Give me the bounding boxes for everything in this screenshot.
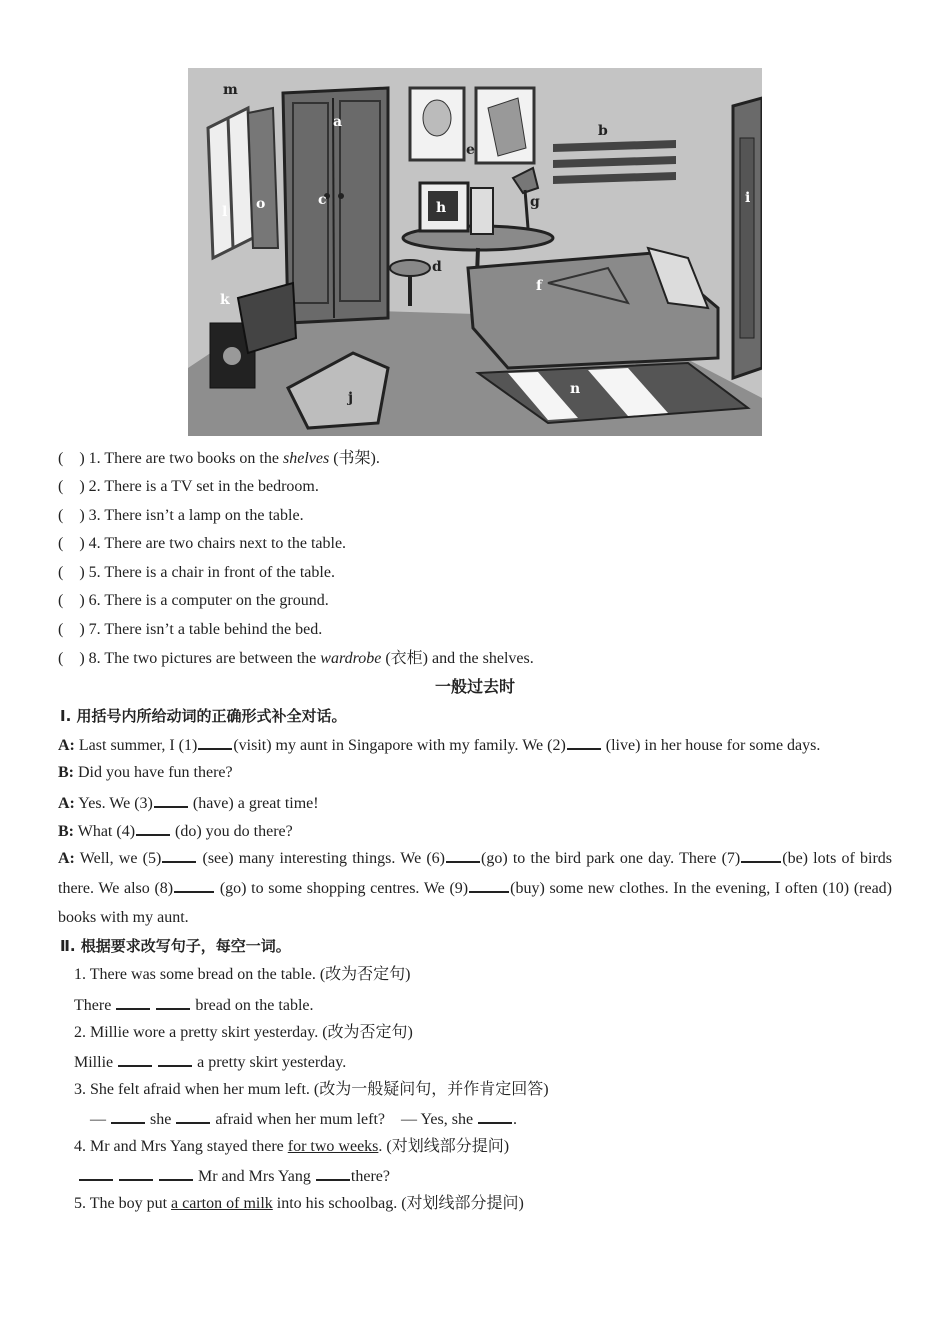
- tf-item: ( ) 1. There are two books on the shelves (书架).: [58, 450, 380, 467]
- answer-blank[interactable]: [478, 1108, 512, 1124]
- tf-item: ( ) 2. There is a TV set in the bedroom.: [58, 478, 319, 495]
- figure-label: b: [598, 123, 608, 139]
- dialogue-line: B: Did you have fun there?: [58, 764, 233, 781]
- tf-item: ( ) 8. The two pictures are between the wardrobe (衣柜) and the shelves.: [58, 650, 534, 667]
- rewrite-answer: Millie a pretty skirt yesterday.: [74, 1051, 346, 1073]
- answer-blank[interactable]: [79, 1165, 113, 1181]
- rewrite-answer: There bread on the table.: [74, 994, 313, 1016]
- answer-blank[interactable]: [154, 792, 188, 808]
- answer-blank[interactable]: [174, 877, 214, 893]
- section-title: 一般过去时: [434, 677, 515, 696]
- figure-label: i: [745, 190, 751, 206]
- figure-label: h: [436, 200, 447, 216]
- dialogue-line: B: What (4) (do) you do there?: [58, 820, 293, 842]
- figure-label: c: [318, 192, 327, 208]
- answer-blank[interactable]: [118, 1051, 152, 1067]
- answer-blank[interactable]: [176, 1108, 210, 1124]
- section-heading-2: Ⅱ. 根据要求改写句子，每空一词。: [60, 937, 291, 955]
- door: [733, 98, 762, 378]
- rewrite-question: 3. She felt afraid when her mum left. (改为一般疑问句，并作肯定回答): [74, 1081, 549, 1098]
- answer-blank[interactable]: [119, 1165, 153, 1181]
- answer-blank[interactable]: [136, 820, 170, 836]
- dialogue-paragraph: A: Well, we (5) (see) many interesting things. We (6) (go) to the bird park one day. There (7) (be) lots of birds there. We also (8) (go) to some shopping centres. We (9) (buy) some new clothes. In the evening, I often (10) (read) books with my aunt.: [58, 844, 892, 933]
- section-heading-1: Ⅰ. 用括号内所给动词的正确形式补全对话。: [60, 707, 347, 725]
- shelves: [553, 140, 676, 184]
- tf-item: ( ) 7. There isn’t a table behind the bed.: [58, 621, 323, 638]
- figure-label: l: [222, 204, 228, 220]
- answer-blank[interactable]: [567, 734, 601, 750]
- figure-label: o: [256, 196, 266, 212]
- rewrite-question: 2. Millie wore a pretty skirt yesterday. (改为否定句): [74, 1024, 413, 1041]
- rewrite-question: 1. There was some bread on the table. (改为否定句): [74, 966, 411, 983]
- answer-blank[interactable]: [316, 1165, 350, 1181]
- answer-blank[interactable]: [162, 847, 196, 863]
- rewrite-question: 5. The boy put a carton of milk into his schoolbag. (对划线部分提问): [74, 1195, 524, 1212]
- answer-blank[interactable]: [198, 734, 232, 750]
- tf-item: ( ) 6. There is a computer on the ground.: [58, 592, 329, 609]
- window: [208, 108, 278, 258]
- rewrite-answer: — she afraid when her mum left? — Yes, she .: [90, 1108, 517, 1130]
- bed: [468, 248, 718, 368]
- dialogue-line: A: Last summer, I (1) (visit) my aunt in Singapore with my family. We (2) (live) in her house for some days.: [58, 734, 820, 756]
- tf-item: ( ) 3. There isn’t a lamp on the table.: [58, 507, 304, 524]
- answer-blank[interactable]: [159, 1165, 193, 1181]
- bedroom-illustration: [188, 68, 762, 436]
- tf-item: ( ) 5. There is a chair in front of the table.: [58, 564, 335, 581]
- figure-label: a: [333, 114, 343, 130]
- rewrite-answer: Mr and Mrs Yang there?: [78, 1165, 390, 1187]
- tf-item: ( ) 4. There are two chairs next to the table.: [58, 535, 347, 552]
- figure-label: m: [223, 82, 238, 98]
- figure-label: d: [432, 259, 442, 275]
- figure-label: k: [220, 292, 230, 308]
- answer-blank[interactable]: [741, 847, 781, 863]
- figure-label: g: [530, 194, 540, 210]
- answer-blank[interactable]: [111, 1108, 145, 1124]
- answer-blank[interactable]: [116, 994, 150, 1010]
- answer-blank[interactable]: [469, 877, 509, 893]
- figure-label: n: [570, 381, 581, 397]
- rewrite-question: 4. Mr and Mrs Yang stayed there for two weeks. (对划线部分提问): [74, 1138, 510, 1155]
- figure-label: j: [348, 390, 354, 406]
- figure-label: f: [536, 278, 543, 294]
- answer-blank[interactable]: [156, 994, 190, 1010]
- dialogue-line: A: Yes. We (3) (have) a great time!: [58, 792, 319, 814]
- answer-blank[interactable]: [446, 847, 480, 863]
- figure-label: e: [466, 142, 475, 158]
- answer-blank[interactable]: [158, 1051, 192, 1067]
